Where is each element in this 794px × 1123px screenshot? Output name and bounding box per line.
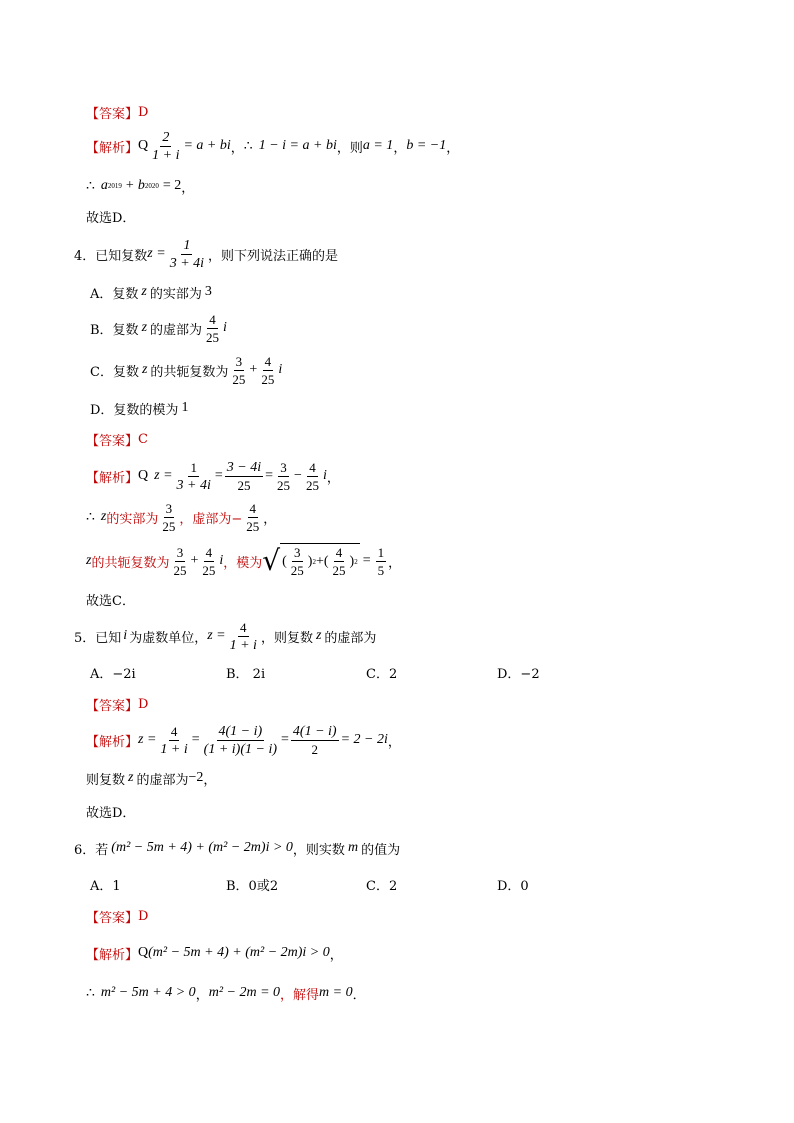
q5-option-d: D．−2 xyxy=(497,666,540,682)
because-symbol: Q xyxy=(138,138,149,153)
equation: b = −1 xyxy=(406,138,447,153)
q5-stem: 5． 已知 i 为虚数单位， z = $\frac{4}{1 + i}$ ，则复数 z 的虚部为 xyxy=(74,619,377,653)
fraction: $\frac{3}{25}$ xyxy=(277,459,291,493)
answer-value: D xyxy=(138,696,149,712)
q4-analysis-line-2: ∴ z 的实部为 3 25 ，虚部为− $\frac{4}{25}$ ， xyxy=(86,500,277,534)
q6-stem: 6． 若 (m² − 5m + 4) + (m² − 2m)i > 0 ，则实数 m 的值为 xyxy=(74,840,401,858)
q4-option-c: C．复数 z 的共轭复数为 3 25 + $\frac{4}{25}$ i xyxy=(90,353,283,387)
fraction: $\frac{4}{1 + i}$ xyxy=(160,723,188,757)
q3-analysis-line-1: 【解析】 Q $\frac{2}{1 + i}$ = a + bi ， ∴ 1 − i = a + bi ，则 a = 1 ， b = −1 ， xyxy=(86,129,460,163)
therefore-symbol: ∴ xyxy=(86,985,95,1001)
q3-analysis-line-2: ∴ a 2019 + b 2020 = 2 ， xyxy=(86,178,195,196)
q3-choose: 故选D． xyxy=(86,210,136,226)
q6-analysis-line-1: 【解析】 Q (m² − 5m + 4) + (m² − 2m)i > 0 ， xyxy=(86,945,343,963)
q4-option-a: A．复数 z 的实部为 3 xyxy=(90,284,212,302)
analysis-label: 【解析】 xyxy=(86,470,139,486)
q6-answer-line xyxy=(86,900,148,932)
q5-analysis-line-2: 则复数 z 的虚部为 −2 ， xyxy=(86,770,217,788)
q6-option-d: D．0 xyxy=(497,878,529,894)
q5-choose: 故选D． xyxy=(86,805,136,821)
answer-value: D xyxy=(138,908,149,924)
q4-answer-line xyxy=(86,423,148,455)
q5-answer-line xyxy=(86,688,148,720)
fraction: $\frac{4}{25}$ xyxy=(261,353,275,387)
because-symbol: Q xyxy=(138,468,149,483)
fraction: 4 25 xyxy=(206,311,220,345)
analysis-label: 【解析】 xyxy=(86,947,139,963)
q5-analysis-line-1: 【解析】 z = $\frac{4}{1 + i}$ = $\frac{4(1 - i)}{(1 + i)(1 - i)}$ = $\frac{4(1 - i)}{2}$ = 2 − 2i ， xyxy=(86,723,401,757)
answer-label: 【答案】 xyxy=(86,106,139,122)
therefore-symbol: ∴ xyxy=(86,509,95,525)
equation: = a + bi xyxy=(183,138,231,153)
q3-answer-line xyxy=(86,96,148,128)
q6-option-b: B．0或2 xyxy=(226,878,279,894)
fraction: $\frac{3 - 4i}{25}$ xyxy=(226,459,262,493)
because-symbol: Q xyxy=(138,945,149,960)
q4-analysis-line-3: z 的共轭复数为 3 25 + $\frac{4}{25}$ i ，模为 √ ( 3 25 ) 2 + ( 4 25 ) 2 = $\frac{1}{5}$ ， xyxy=(86,544,402,578)
equation: a = 1 xyxy=(362,138,394,153)
answer-label: 【答案】 xyxy=(86,433,139,449)
therefore-symbol: ∴ xyxy=(243,138,253,154)
q6-option-a: A．1 xyxy=(90,878,121,894)
q6-analysis-line-2: ∴ m² − 5m + 4 > 0 ， m² − 2m = 0 ，解得 m = 0 ． xyxy=(86,985,366,1003)
fraction: $\frac{4(1 - i)}{2}$ xyxy=(292,723,337,757)
q5-option-b: B． 2i xyxy=(226,666,266,682)
q4-option-b: B．复数 z 的虚部为 4 25 i xyxy=(90,311,227,345)
question-number: 5． xyxy=(74,630,96,646)
q4-analysis-line-1: 【解析】 Q z = $\frac{1}{3 + 4i}$ = $\frac{3 - 4i}{25}$ = $\frac{3}{25}$ − $\frac{4}{25}$ i ， xyxy=(86,459,340,493)
analysis-label: 【解析】 xyxy=(86,734,139,750)
fraction: $\frac{4}{25}$ xyxy=(202,544,216,578)
analysis-label: 【解析】 xyxy=(86,140,139,156)
fraction: $\frac{1}{5}$ xyxy=(377,544,385,578)
square-root: √ ( 3 25 ) 2 + ( 4 25 ) 2 xyxy=(262,544,358,578)
fraction: $\frac{2}{1 + i}$ xyxy=(152,129,180,163)
q5-option-c: C．2 xyxy=(366,666,398,682)
question-number: 4． xyxy=(74,248,96,264)
equation: 1 − i = a + bi xyxy=(258,138,337,153)
answer-value: C xyxy=(138,431,148,447)
fraction: $\frac{1}{3 + 4i}$ xyxy=(176,459,211,493)
therefore-symbol: ∴ xyxy=(86,178,95,194)
question-number: 6． xyxy=(74,842,96,858)
fraction: 3 25 xyxy=(173,544,187,578)
fraction: $\frac{1}{3 + 4i}$ xyxy=(169,237,205,271)
q4-stem: 4． 已知复数 z = $\frac{1}{3 + 4i}$ ，则下列说法正确的是 xyxy=(74,237,339,271)
q4-option-d: D．复数的模为 1 xyxy=(90,400,189,418)
q4-choose: 故选C． xyxy=(86,593,135,609)
answer-label: 【答案】 xyxy=(86,910,139,926)
answer-label: 【答案】 xyxy=(86,698,139,714)
fraction: $\frac{4}{1 + i}$ xyxy=(229,619,257,653)
q5-option-a: A．−2i xyxy=(90,666,136,682)
fraction: $\frac{4}{25}$ xyxy=(305,459,319,493)
fraction: 3 25 xyxy=(162,500,176,534)
fraction: $\frac{4}{25}$ xyxy=(246,500,260,534)
q6-option-c: C．2 xyxy=(366,878,398,894)
fraction: $\frac{4(1 - i)}{(1 + i)(1 - i)}$ xyxy=(203,723,277,757)
answer-value: D xyxy=(138,104,149,120)
fraction: 3 25 xyxy=(232,353,246,387)
